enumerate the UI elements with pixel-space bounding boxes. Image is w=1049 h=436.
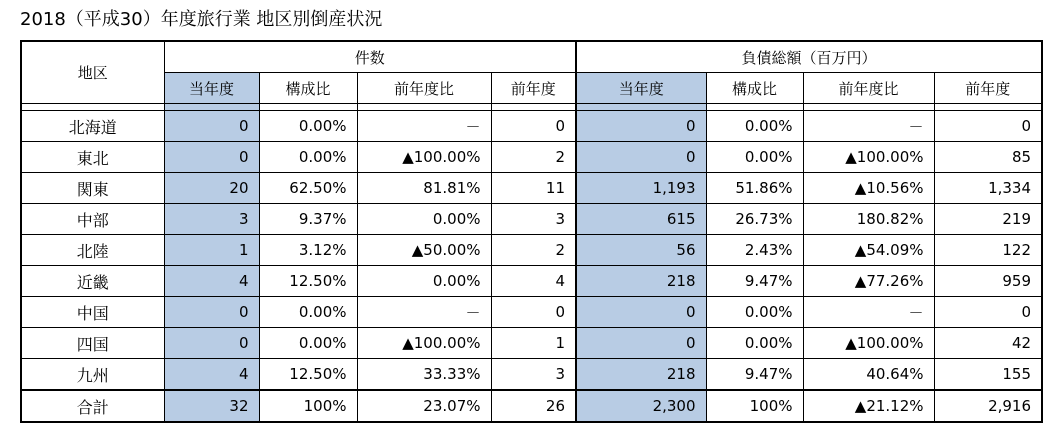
cell-debt-share: 0.00%	[706, 111, 803, 142]
cell-count-current: 0	[164, 142, 259, 173]
header-debt-prev: 前年度	[934, 73, 1042, 104]
header-count-current: 当年度	[164, 73, 259, 104]
cell-debt-yoy: ▲77.26%	[803, 266, 934, 297]
cell-count-yoy: 81.81%	[357, 173, 491, 204]
cell-debt-share: 0.00%	[706, 297, 803, 328]
cell-debt-share: 51.86%	[706, 173, 803, 204]
cell-count-prev: 2	[491, 235, 576, 266]
cell-region: 北陸	[21, 235, 164, 266]
cell-count-current: 3	[164, 204, 259, 235]
cell-debt-prev: 0	[934, 111, 1042, 142]
spacer-row	[21, 104, 1042, 111]
cell-count-share: 0.00%	[259, 111, 357, 142]
spacer-cell	[491, 104, 576, 111]
table-row	[21, 266, 1042, 297]
cell-count-share: 0.00%	[259, 328, 357, 359]
cell-debt-share: 0.00%	[706, 328, 803, 359]
spacer-cell	[803, 104, 934, 111]
cell-count-prev: 4	[491, 266, 576, 297]
cell-debt-yoy: ▲100.00%	[803, 328, 934, 359]
cell-debt-current: 0	[576, 111, 706, 142]
cell-count-prev: 2	[491, 142, 576, 173]
header-debt-share: 構成比	[706, 73, 803, 104]
spacer-cell	[934, 104, 1042, 111]
header-debt-current: 当年度	[576, 73, 706, 104]
cell-debt-prev: 1,334	[934, 173, 1042, 204]
cell-count-yoy: －	[357, 111, 491, 142]
cell-debt-prev: 122	[934, 235, 1042, 266]
cell-count-yoy: ▲100.00%	[357, 328, 491, 359]
header-region: 地区	[21, 41, 164, 104]
table-row	[21, 328, 1042, 359]
cell-debt-prev: 155	[934, 359, 1042, 391]
cell-debt-prev: 2,916	[934, 390, 1042, 422]
cell-debt-current: 218	[576, 359, 706, 391]
cell-debt-yoy: ▲54.09%	[803, 235, 934, 266]
cell-count-prev: 3	[491, 204, 576, 235]
cell-debt-share: 26.73%	[706, 204, 803, 235]
cell-debt-current: 0	[576, 297, 706, 328]
cell-debt-yoy: ▲21.12%	[803, 390, 934, 422]
cell-debt-prev: 219	[934, 204, 1042, 235]
cell-debt-current: 1,193	[576, 173, 706, 204]
cell-debt-yoy: 180.82%	[803, 204, 934, 235]
cell-count-prev: 11	[491, 173, 576, 204]
cell-count-current: 1	[164, 235, 259, 266]
total-row	[21, 390, 1042, 422]
bankruptcy-table	[20, 40, 1043, 423]
cell-debt-prev: 85	[934, 142, 1042, 173]
cell-debt-current: 0	[576, 328, 706, 359]
cell-debt-yoy: －	[803, 297, 934, 328]
page-title: 2018（平成30）年度旅行業 地区別倒産状況	[20, 9, 383, 30]
cell-debt-yoy: ▲100.00%	[803, 142, 934, 173]
header-count-group: 件数	[164, 41, 576, 73]
cell-count-current: 4	[164, 266, 259, 297]
cell-debt-current: 218	[576, 266, 706, 297]
cell-count-prev: 0	[491, 297, 576, 328]
cell-count-share: 0.00%	[259, 142, 357, 173]
cell-count-yoy: 33.33%	[357, 359, 491, 391]
cell-count-share: 3.12%	[259, 235, 357, 266]
cell-count-yoy: 23.07%	[357, 390, 491, 422]
header-debt-yoy: 前年度比	[803, 73, 934, 104]
spacer-cell	[164, 104, 259, 111]
cell-count-current: 32	[164, 390, 259, 422]
spacer-cell	[259, 104, 357, 111]
cell-count-prev: 1	[491, 328, 576, 359]
cell-count-yoy: 0.00%	[357, 266, 491, 297]
cell-count-current: 4	[164, 359, 259, 391]
header-debt-group: 負債総額（百万円）	[576, 41, 1042, 73]
cell-count-yoy: ▲100.00%	[357, 142, 491, 173]
cell-region: 中国	[21, 297, 164, 328]
cell-count-share: 62.50%	[259, 173, 357, 204]
cell-region: 東北	[21, 142, 164, 173]
table-row	[21, 297, 1042, 328]
cell-region: 関東	[21, 173, 164, 204]
cell-region: 四国	[21, 328, 164, 359]
cell-debt-prev: 42	[934, 328, 1042, 359]
table-row	[21, 142, 1042, 173]
cell-count-current: 0	[164, 297, 259, 328]
cell-count-share: 12.50%	[259, 359, 357, 391]
table-row	[21, 204, 1042, 235]
cell-debt-current: 2,300	[576, 390, 706, 422]
cell-count-current: 0	[164, 328, 259, 359]
header-count-prev: 前年度	[491, 73, 576, 104]
cell-debt-yoy: 40.64%	[803, 359, 934, 391]
cell-count-share: 9.37%	[259, 204, 357, 235]
cell-count-share: 0.00%	[259, 297, 357, 328]
cell-debt-prev: 959	[934, 266, 1042, 297]
cell-count-prev: 26	[491, 390, 576, 422]
cell-region: 合計	[21, 390, 164, 422]
cell-count-share: 100%	[259, 390, 357, 422]
cell-count-share: 12.50%	[259, 266, 357, 297]
cell-debt-current: 56	[576, 235, 706, 266]
cell-debt-prev: 0	[934, 297, 1042, 328]
cell-debt-share: 9.47%	[706, 266, 803, 297]
cell-region: 近畿	[21, 266, 164, 297]
spacer-cell	[706, 104, 803, 111]
cell-count-yoy: ▲50.00%	[357, 235, 491, 266]
table-row	[21, 111, 1042, 142]
cell-region: 北海道	[21, 111, 164, 142]
cell-debt-current: 615	[576, 204, 706, 235]
cell-debt-yoy: ▲10.56%	[803, 173, 934, 204]
table-row	[21, 235, 1042, 266]
cell-count-current: 20	[164, 173, 259, 204]
cell-region: 中部	[21, 204, 164, 235]
cell-debt-share: 0.00%	[706, 142, 803, 173]
cell-count-prev: 0	[491, 111, 576, 142]
spacer-cell	[357, 104, 491, 111]
spacer-cell	[21, 104, 164, 111]
header-count-share: 構成比	[259, 73, 357, 104]
spacer-cell	[576, 104, 706, 111]
cell-count-prev: 3	[491, 359, 576, 391]
cell-count-yoy: －	[357, 297, 491, 328]
table-row	[21, 173, 1042, 204]
cell-debt-share: 100%	[706, 390, 803, 422]
cell-debt-current: 0	[576, 142, 706, 173]
table-row	[21, 359, 1042, 391]
cell-count-yoy: 0.00%	[357, 204, 491, 235]
header-count-yoy: 前年度比	[357, 73, 491, 104]
cell-debt-share: 2.43%	[706, 235, 803, 266]
cell-count-current: 0	[164, 111, 259, 142]
cell-debt-share: 9.47%	[706, 359, 803, 391]
cell-region: 九州	[21, 359, 164, 391]
cell-debt-yoy: －	[803, 111, 934, 142]
